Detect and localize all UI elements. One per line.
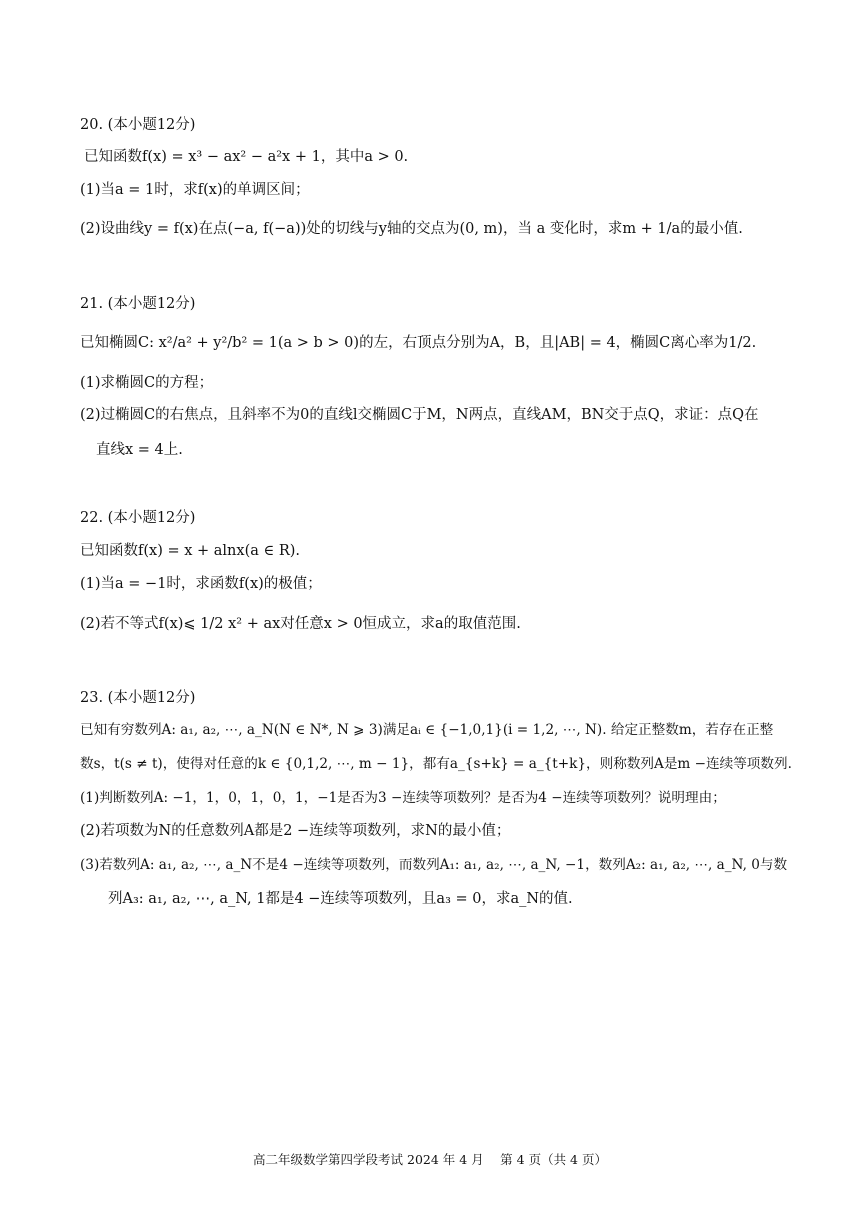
page-footer: 高二年级数学第四学段考试 2024 年 4 月 第 4 页（共 4 页）: [253, 1152, 607, 1167]
problem-23-part-1: (1)判断数列A: −1，1，0，1，0，1，−1是否为3 −连续等项数列？是否为4 −连续等项数列？说明理由；: [80, 790, 726, 806]
problem-23-statement-cont: 数s，t(s ≠ t)，使得对任意的k ∈ {0,1,2, ⋯, m − 1}，都有a_{s+k} = a_{t+k}，则称数列A是m −连续等项数列.: [80, 756, 792, 772]
problem-20-part-1: (1)当a = 1时，求f(x)的单调区间；: [80, 182, 310, 198]
problem-20-statement: 已知函数f(x) = x³ − ax² − a²x + 1，其中a > 0.: [84, 149, 409, 165]
problem-20-header: 20. (本小题12分): [80, 117, 196, 133]
problem-23-part-2: (2)若项数为N的任意数列A都是2 −连续等项数列，求N的最小值；: [80, 823, 511, 839]
problem-22-header: 22. (本小题12分): [80, 510, 196, 526]
problem-20-part-2: (2)设曲线y = f(x)在点(−a, f(−a))处的切线与y轴的交点为(0, m)，当 a 变化时，求m + 1/a的最小值.: [80, 221, 743, 237]
problem-23-statement: 已知有穷数列A: a₁, a₂, ⋯, a_N(N ∈ N*, N ⩾ 3)满足aᵢ ∈ {−1,0,1}(i = 1,2, ⋯, N). 给定正整数m，若存在正整: [80, 722, 774, 738]
problem-21-statement: 已知椭圆C: x²/a² + y²/b² = 1(a > b > 0)的左，右顶点分别为A，B，且|AB| = 4，椭圆C离心率为1/2.: [80, 335, 757, 351]
problem-22-part-2: (2)若不等式f(x)⩽ 1/2 x² + ax对任意x > 0恒成立，求a的取值范围.: [80, 616, 521, 632]
problem-21-part-2: (2)过椭圆C的右焦点，且斜率不为0的直线l交椭圆C于M，N两点，直线AM，BN交于点Q，求证：点Q在: [80, 407, 759, 423]
problem-23-header: 23. (本小题12分): [80, 690, 196, 706]
problem-21-header: 21. (本小题12分): [80, 296, 196, 312]
problem-23-part-3: (3)若数列A: a₁, a₂, ⋯, a_N不是4 −连续等项数列，而数列A₁: a₁, a₂, ⋯, a_N, −1，数列A₂: a₁, a₂, ⋯, a_N, 0与数: [80, 857, 788, 873]
problem-22-statement: 已知函数f(x) = x + alnx(a ∈ R).: [80, 543, 301, 559]
problem-21-part-1: (1)求椭圆C的方程；: [80, 375, 214, 391]
problem-23-part-3-cont: 列A₃: a₁, a₂, ⋯, a_N, 1都是4 −连续等项数列，且a₃ = 0，求a_N的值.: [108, 891, 573, 907]
problem-21-part-2-cont: 直线x = 4上.: [96, 442, 183, 458]
problem-22-part-1: (1)当a = −1时，求函数f(x)的极值；: [80, 576, 322, 592]
